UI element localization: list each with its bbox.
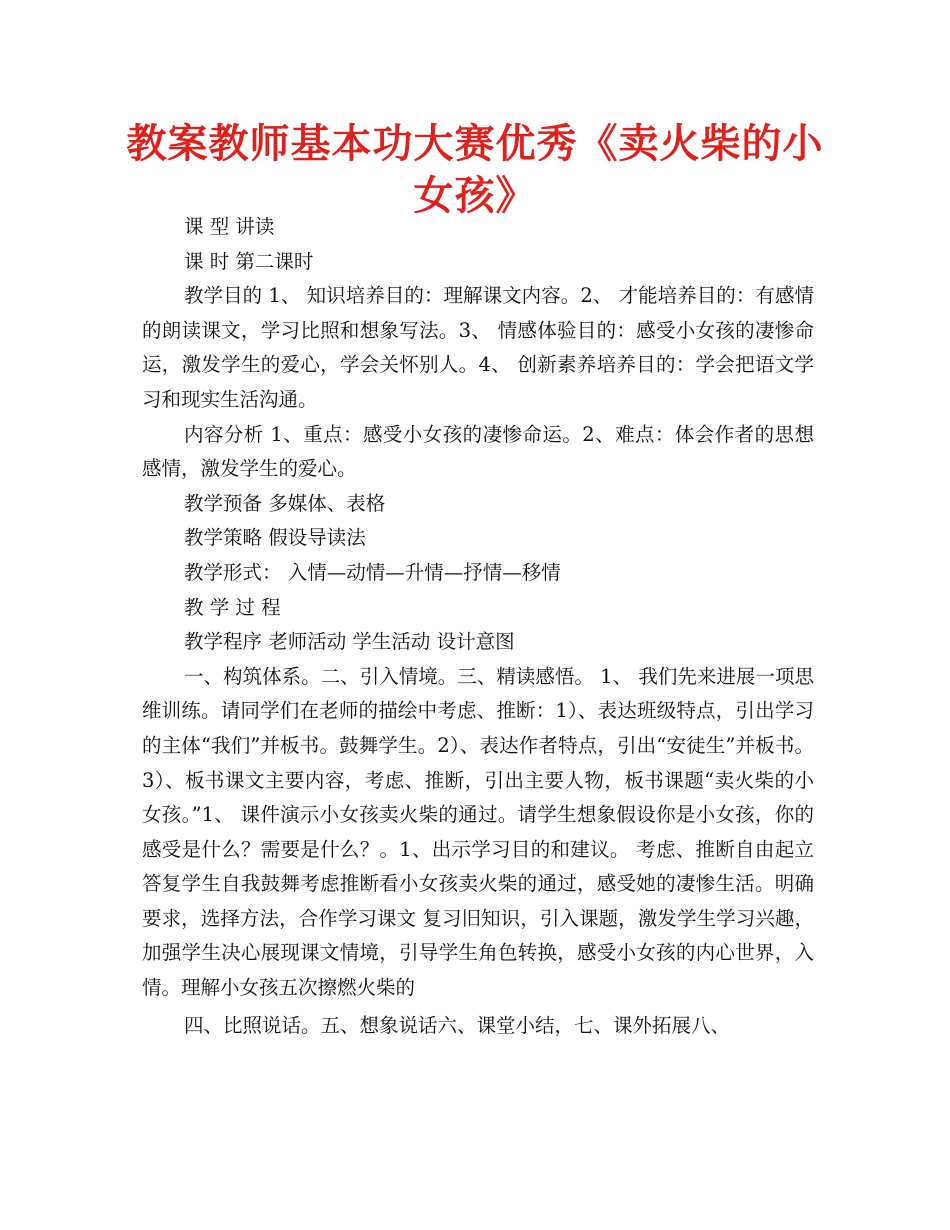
paragraph-teaching-goals: 教学目的 1、 知识培养目的：理解课文内容。2、 才能培养目的：有感情的朗读课文，学习比照和想象写法。3、 情感体验目的：感受小女孩的凄惨命运，激发学生的爱心，学会关怀别人。4、 创新素养培养目的：学会把语文学习和现实生活沟通。 xyxy=(142,284,814,411)
document-body xyxy=(142,210,814,1043)
paragraph-teaching-form: 教学形式： 入情—动情—升情—抒情—移情 xyxy=(184,560,561,584)
document-title: 教案教师基本功大赛优秀《卖火柴的小女孩》 xyxy=(126,121,824,219)
paragraph-lesson-type: 课 型 讲读 xyxy=(184,215,275,238)
paragraph-teaching-preparation: 教学预备 多媒体、表格 xyxy=(184,491,386,515)
paragraph-procedure-columns: 教学程序 老师活动 学生活动 设计意图 xyxy=(184,630,515,654)
paragraph-teaching-process-heading: 教 学 过 程 xyxy=(184,595,281,619)
paragraph-procedure-detail: 一、构筑体系。二、引入情境。三、精读感悟。 1、 我们先来进展一项思维训练。请同学们在老师的描绘中考虑、推断：1）、表达班级特点，引出学习的主体“我们”并板书。鼓舞学生。2）、表达作者特点，引出“安徒生”并板书。3）、板书课文主要内容，考虑、推断，引出主要人物，板书课题“卖火柴的小女孩。”1、 课件演示小女孩卖火柴的通过。请学生想象假设你是小女孩，你的感受是什么？需要是什么？。1、出示学习目的和建议。 考虑、推断自由起立答复学生自我鼓舞考虑推断看小女孩卖火柴的通过，感受她的凄惨生活。明确要求，选择方法，合作学习课文 复习旧知识，引入课题，激发学生学习兴趣，加强学生决心展现课文情境，引导学生角色转换，感受小女孩的内心世界，入情。理解小女孩五次擦燃火柴的 xyxy=(142,664,814,1000)
paragraph-content-analysis: 内容分析 1、重点：感受小女孩的凄惨命运。2、难点：体会作者的思想感情，激发学生的爱心。 xyxy=(142,422,814,481)
paragraph-lesson-period: 课 时 第二课时 xyxy=(184,249,314,273)
paragraph-procedure-continuation: 四、比照说话。五、想象说话六、课堂小结，七、课外拓展八、 xyxy=(184,1013,731,1037)
paragraph-teaching-strategy: 教学策略 假设导读法 xyxy=(184,526,366,550)
